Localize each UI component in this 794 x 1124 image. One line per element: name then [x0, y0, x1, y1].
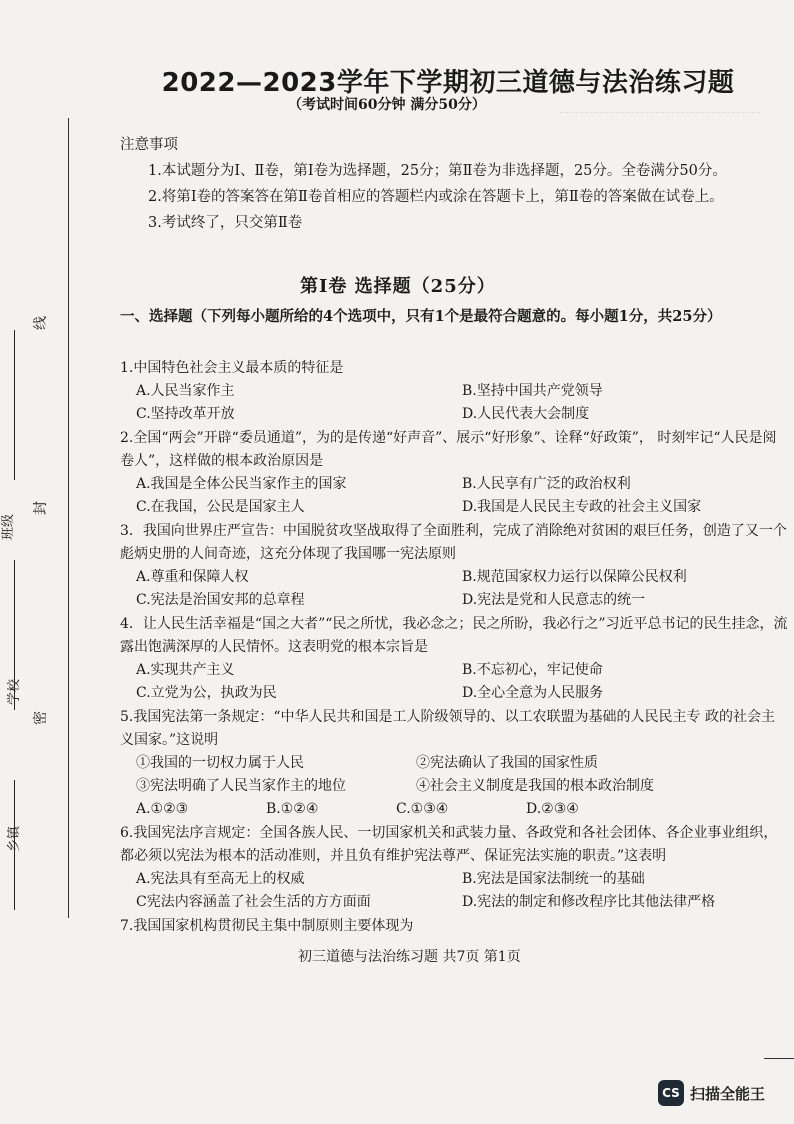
statement-3: ③宪法明确了人民当家作主的地位 [136, 778, 346, 794]
option-b: B.宪法是国家法制统一的基础 [462, 871, 645, 887]
town-field-label: 乡镇 [7, 825, 22, 852]
seal-mark-dense: 密 [33, 711, 49, 725]
option-d: D.人民代表大会制度 [462, 406, 590, 422]
option-b: B.不忘初心，牢记使命 [462, 662, 603, 678]
question-stem: 1.中国特色社会主义最本质的特征是 [120, 360, 344, 376]
option-d: D.我国是人民民主专政的社会主义国家 [462, 499, 702, 515]
question-stem: 7.我国国家机构贯彻民主集中制原则主要体现为 [120, 918, 414, 934]
option-a: A.实现共产主义 [136, 662, 235, 678]
option-d: D.②③④ [526, 801, 579, 817]
option-c: C.①③④ [396, 801, 449, 817]
note-item: 3.考试终了，只交第Ⅱ卷 [148, 215, 303, 231]
notes-heading: 注意事项 [120, 137, 178, 153]
class-blank-line [14, 330, 15, 480]
page-footer: 初三道德与法治练习题 共7页 第1页 [298, 949, 521, 965]
scanner-app-name: 扫描全能王 [690, 1084, 766, 1103]
seal-mark-line: 线 [33, 316, 49, 330]
option-c: C宪法内容涵盖了社会生活的方方面面 [136, 894, 371, 910]
statement-2: ②宪法确认了我国的国家性质 [416, 755, 598, 771]
seal-cut-line [68, 118, 69, 918]
seal-mark-seal: 封 [33, 501, 49, 515]
option-b: B.规范国家权力运行以保障公民权利 [462, 569, 687, 585]
section-instruction: 一、选择题（下列每小题所给的4个选项中，只有1个是最符合题意的。每小题1分，共25分） [120, 308, 722, 325]
option-c: C.在我国，公民是国家主人 [136, 499, 305, 515]
question-6 [120, 822, 788, 914]
question-1 [120, 357, 788, 426]
option-a: A.尊重和保障人权 [136, 569, 249, 585]
option-b: B.人民享有广泛的政治权利 [462, 476, 631, 492]
school-field-label: 学校 [7, 678, 22, 705]
page-edge-line [764, 1058, 794, 1059]
class-field-label: 班级 [1, 513, 16, 540]
question-4 [120, 613, 788, 705]
question-stem: 6.我国宪法序言规定：全国各族人民、一切国家机关和武装力量、各政党和各社会团体、各企业事业组织，都必须以宪法为根本的活动准则，并且负有维护宪法尊严、保证宪法实施的职责。”这表明 [120, 825, 778, 864]
question-stem: 2.全国“两会”开辟“委员通道”，为的是传递“好声音”、展示“好形象”、诠释“好政策”， 时刻牢记“人民是阅卷人”，这样做的根本政治原因是 [120, 430, 777, 469]
option-c: C.立党为公，执政为民 [136, 685, 277, 701]
option-d: D.宪法是党和人民意志的统一 [462, 592, 646, 608]
question-5 [120, 706, 788, 821]
exam-subtitle: （考试时间60分钟 满分50分） [288, 97, 486, 113]
option-d: D.全心全意为人民服务 [462, 685, 604, 701]
note-item: 1.本试题分为Ⅰ、Ⅱ卷，第Ⅰ卷为选择题，25分；第Ⅱ卷为非选择题，25分。全卷满分50分。 [148, 163, 727, 179]
option-c: C.坚持改革开放 [136, 406, 235, 422]
question-2 [120, 427, 788, 519]
question-3 [120, 520, 788, 612]
question-stem: 4．让人民生活幸福是“国之大者”“民之所忧，我必念之；民之所盼，我必行之”习近平总书记的民生挂念，流露出饱满深厚的人民情怀。这表明党的根本宗旨是 [120, 616, 788, 655]
scanner-watermark [658, 1080, 765, 1106]
question-list [120, 357, 788, 939]
question-stem: 5.我国宪法第一条规定：“中华人民共和国是工人阶级领导的、以工农联盟为基础的人民民主专 政的社会主义国家。”这说明 [120, 709, 775, 748]
statement-4: ④社会主义制度是我国的根本政治制度 [416, 778, 654, 794]
option-b: B.坚持中国共产党领导 [462, 383, 603, 399]
note-item: 2.将第Ⅰ卷的答案答在第Ⅱ卷首相应的答题栏内或涂在答题卡上，第Ⅱ卷的答案做在试卷上。 [148, 189, 724, 205]
option-a: A.①②③ [136, 801, 189, 817]
page-title: 2022—2023学年下学期初三道德与法治练习题 [161, 68, 735, 98]
option-b: B.①②④ [266, 801, 319, 817]
notes-section [120, 132, 770, 236]
binding-margin [0, 0, 72, 920]
option-c: C.宪法是治国安邦的总章程 [136, 592, 305, 608]
camscanner-logo-icon: CS [658, 1080, 684, 1106]
question-stem: 3．我国向世界庄严宣告：中国脱贫攻坚战取得了全面胜利，完成了消除绝对贫困的艰巨任务，创造了又一个彪炳史册的人间奇迹，这充分体现了我国哪一宪法原则 [120, 523, 787, 562]
question-7 [120, 915, 788, 938]
option-a: A.人民当家作主 [136, 383, 235, 399]
option-d: D.宪法的制定和修改程序比其他法律严格 [462, 894, 716, 910]
statement-1: ①我国的一切权力属于人民 [136, 755, 304, 771]
option-a: A.我国是全体公民当家作主的国家 [136, 476, 347, 492]
section-title: 第Ⅰ卷 选择题（25分） [300, 276, 496, 297]
option-a: A.宪法具有至高无上的权威 [136, 871, 305, 887]
